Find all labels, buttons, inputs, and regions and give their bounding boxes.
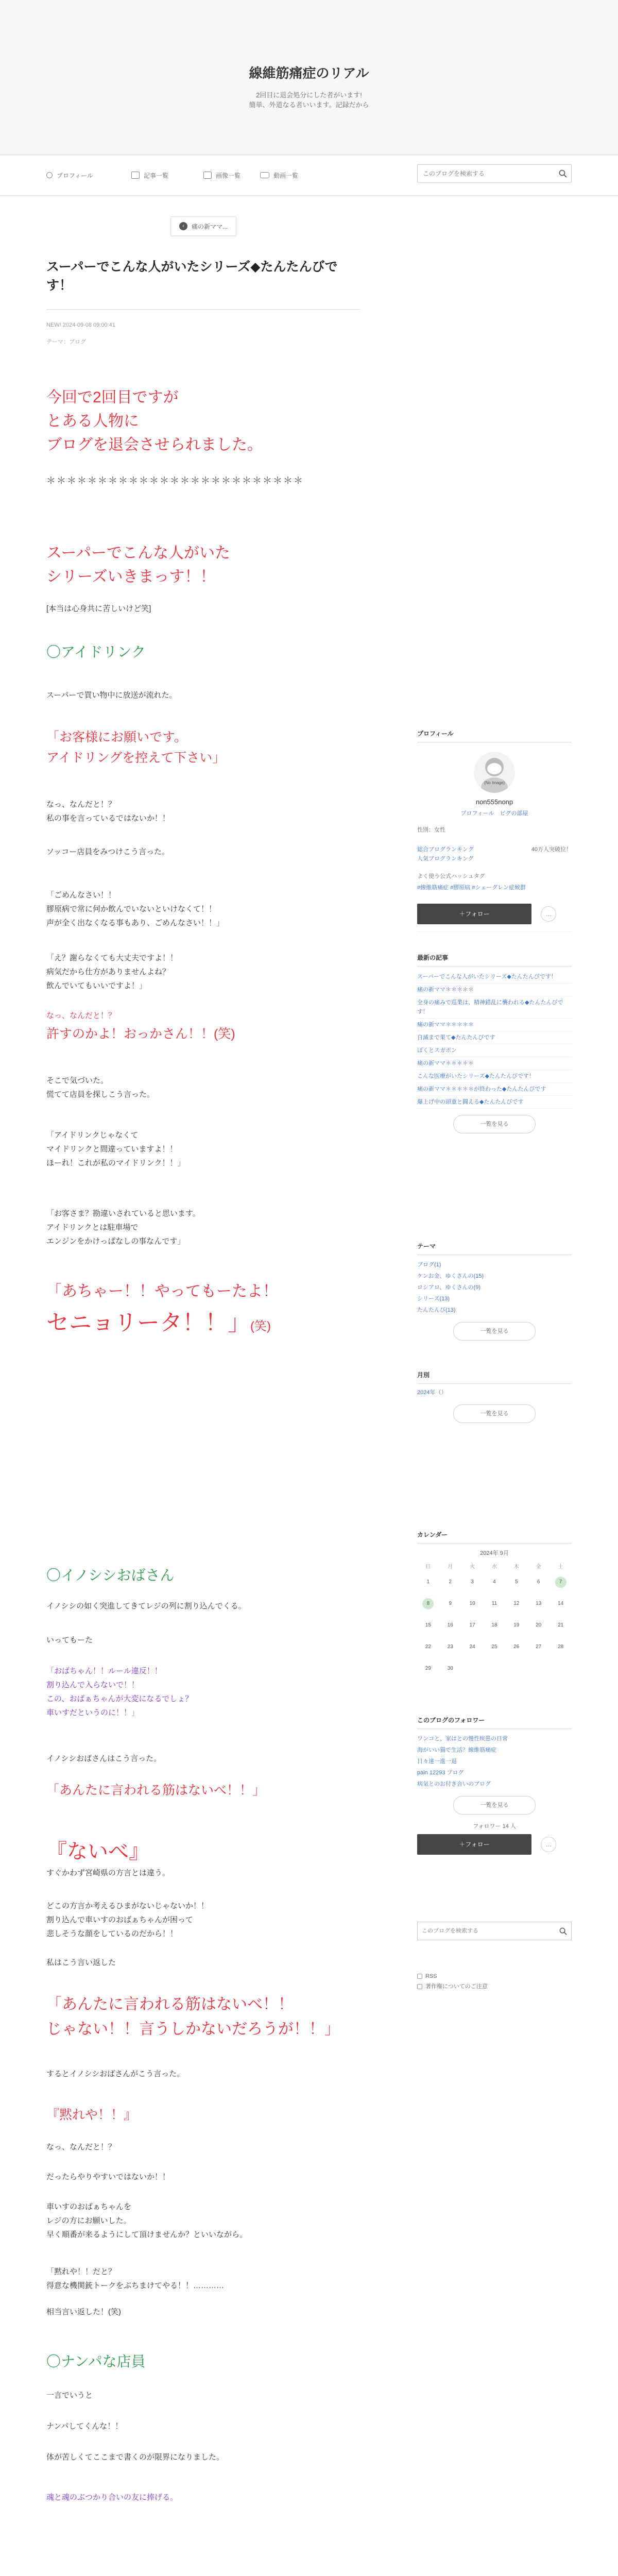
weekday: 木 — [513, 1564, 519, 1570]
weekday: 金 — [536, 1564, 541, 1570]
search-input[interactable] — [418, 165, 546, 182]
calendar-day — [484, 1615, 506, 1636]
nav-images[interactable] — [203, 170, 241, 181]
nav-videos[interactable] — [260, 170, 298, 181]
recent-list — [417, 971, 572, 1109]
calendar-day — [484, 1571, 506, 1593]
paragraph: スーパーで買い物中に放送が流れた。 — [46, 691, 177, 700]
divider-stars: ＊＊＊＊＊＊＊＊＊＊＊＊＊＊＊＊＊＊＊＊＊＊＊＊＊ — [46, 476, 304, 486]
follow-button[interactable]: ＋フォロー — [417, 904, 531, 924]
recent-item[interactable]: 自滅まで果て◆たんたんびです — [417, 1031, 572, 1044]
paragraph: どこの方言か考えるひまがないじゃないか！！ 割り込んで車いすのおばぁちゃんが困って 悲しそうな顔をしているのだから！！ — [46, 1902, 209, 1938]
recent-item[interactable]: 痛の新ママ＊＊＊＊＊ — [417, 984, 572, 996]
day-number: 13 — [536, 1601, 542, 1606]
calendar-day — [417, 1636, 439, 1658]
sidebar-profile — [417, 729, 572, 932]
sidebar-heading: 月別 — [417, 1370, 572, 1384]
weekday: 月 — [448, 1564, 453, 1570]
site-title[interactable]: 線維筋痛症のリアル — [249, 65, 369, 81]
day-number-posted[interactable]: 7 — [555, 1577, 566, 1588]
calendar-table — [417, 1560, 572, 1680]
calendar-day — [527, 1636, 550, 1658]
day-number: 20 — [536, 1622, 542, 1628]
image-icon — [203, 172, 212, 179]
archive-more-button[interactable]: 一覧を見る — [453, 1404, 536, 1423]
video-icon — [260, 172, 269, 178]
paragraph: 「え？謝らなくても大丈夫ですよ！！ 病気だから仕方がありませんよね？ 飲んでいてもいいですよ！」 — [46, 954, 178, 990]
paragraph-red: なっ、なんだと！？ — [46, 1011, 116, 1020]
section-heading-boar: 〇イノシシおばさん — [46, 1567, 175, 1583]
exclaim-line: 「あちゃー！！やってもーたよ！ — [46, 1283, 278, 1300]
sidebar-search-box — [417, 1922, 572, 1940]
weekday: 火 — [470, 1564, 475, 1570]
retort-line: 「あんたに言われる筋はないべ！！ — [46, 1996, 294, 2013]
paragraph: するとイノシシおばさんがこう言った。 — [46, 2070, 185, 2078]
profile-gender: 性別：女性 — [417, 827, 445, 833]
nav-label: プロフィール — [57, 172, 93, 179]
paragraph: 「ごめんなさい！！ 膠原病で常に何か飲んでいないといけなくて！！ 声が全く出なくなる事もあり、ごめんなさい！！」 — [46, 891, 225, 927]
title-divider — [46, 309, 360, 310]
calendar-row — [417, 1571, 572, 1593]
follower-item[interactable]: 海がいい猫で生活？線維筋痛症 — [417, 1747, 496, 1753]
calendar-day — [505, 1615, 527, 1636]
follower-item[interactable]: 病気とのお付き合いのブログ — [417, 1781, 491, 1787]
copyright-label: 著作権についてのご注意 — [425, 1984, 488, 1990]
calendar-day — [439, 1658, 461, 1680]
section-heading-idling: 〇アイドリンク — [46, 644, 146, 660]
recent-item[interactable]: こんな医療がいたシリーズ◆たんたんびです！ — [417, 1070, 572, 1083]
day-number: 24 — [469, 1644, 475, 1650]
day-number: 16 — [447, 1622, 453, 1628]
day-number: 9 — [449, 1601, 452, 1606]
person-icon — [46, 172, 53, 178]
follow-button[interactable]: ＋フォロー — [417, 1834, 531, 1855]
nav-label: 記事一覧 — [144, 172, 169, 179]
sidebar-recent — [417, 953, 572, 1133]
calendar-day — [461, 1571, 484, 1593]
paragraph: すぐかわず宮崎県の方言とは違う。 — [46, 1869, 170, 1877]
day-number: 18 — [491, 1622, 497, 1628]
theme-list — [417, 1259, 572, 1316]
intro-line: とある人物に — [46, 413, 139, 430]
day-number: 17 — [469, 1622, 475, 1628]
day-number: 2 — [449, 1579, 452, 1585]
paragraph: 一言でいうと — [46, 2391, 93, 2400]
rss-label: RSS — [425, 1973, 437, 1979]
recent-item[interactable]: ぼくとスガポン — [417, 1044, 572, 1057]
calendar-day — [484, 1636, 506, 1658]
calendar-day — [505, 1636, 527, 1658]
follow-row — [417, 904, 572, 932]
calendar-day — [461, 1636, 484, 1658]
breadcrumb-label: 痛の新ママ... — [191, 223, 228, 230]
ranking — [417, 845, 572, 866]
search-icon[interactable] — [559, 170, 567, 178]
feed-links — [417, 1971, 572, 1992]
calendar-week-row — [417, 1560, 572, 1571]
weekday: 日 — [425, 1564, 431, 1570]
profile-links[interactable]: プロフィール ピグの部屋 — [460, 810, 528, 817]
calendar-day — [505, 1658, 527, 1680]
theme-item[interactable]: ブログ(1) — [417, 1262, 441, 1268]
article — [46, 258, 360, 2502]
sidebar-calendar — [417, 1530, 572, 1680]
paragraph: 「お客さま？勘違いされていると思います。 アイドリンクとは駐車場で エンジンをかけっぱなしの事なんです」 — [46, 1209, 200, 1246]
breadcrumb — [46, 216, 360, 236]
nav-label: 動画一覧 — [273, 172, 299, 179]
day-number: 30 — [447, 1666, 453, 1671]
paragraph: 私はこう言い返した — [46, 1958, 116, 1967]
note-text: [本当は心身共に苦しいけど笑] — [46, 604, 151, 613]
official-hashtags[interactable]: #線維筋痛症 #膠原病 #シェーグレン症候群 — [417, 885, 526, 891]
chevron-left-icon: ‹ — [179, 222, 187, 230]
calendar-day — [439, 1571, 461, 1593]
calendar-day — [527, 1615, 550, 1636]
calendar-day — [484, 1658, 506, 1680]
nav-profile[interactable] — [46, 170, 93, 181]
calendar-day — [417, 1571, 439, 1593]
exclaim-big: セニョリータ！！」 — [46, 1310, 250, 1335]
sidebar-heading: プロフィール — [417, 729, 572, 742]
sidebar-heading: このブログのフォロワー — [417, 1716, 572, 1729]
official-hashtag-label: よく使う公式ハッシュタグ — [417, 873, 485, 879]
calendar-day — [439, 1593, 461, 1615]
calendar-day — [461, 1615, 484, 1636]
nav-label: 画像一覧 — [216, 172, 241, 179]
paragraph: イノシシの如く突進してきてレジの列に割り込んでくる。 — [46, 1602, 246, 1611]
paragraph: 体が苦しくてここまで書くのが限界になりました。 — [46, 2453, 225, 2462]
recent-more-button[interactable]: 一覧を見る — [453, 1115, 536, 1133]
calendar-day — [461, 1658, 484, 1680]
paragraph: いってもーた — [46, 1636, 93, 1645]
paragraph: ナンパしてくんな！！ — [46, 2422, 123, 2431]
entry-theme[interactable]: テーマ：ブログ — [46, 339, 86, 345]
calendar-month: 2024年 9月 — [480, 1550, 509, 1556]
weekday: 水 — [491, 1564, 497, 1570]
quote-red: 「あんたに言われる筋はないべ！！」 — [46, 1783, 266, 1798]
paragraph: そこで気づいた。 慌てて店員を探しこう言った。 — [46, 1076, 155, 1099]
recent-item[interactable]: 痛の新ママ＊＊＊＊＊ — [417, 1019, 572, 1031]
paragraph: 車いすのおばぁちゃんを レジの方にお願いした。 早く順番が来るようにして頂けませんか？といいながら。 — [46, 2202, 248, 2239]
calendar-day — [550, 1658, 572, 1680]
theme-item[interactable]: シリーズ(13) — [417, 1296, 450, 1302]
exclaim-laugh: (笑) — [250, 1319, 271, 1333]
theme-more-button[interactable]: 一覧を見る — [453, 1322, 536, 1341]
more-options-button[interactable]: … — [541, 1837, 556, 1852]
follower-count: フォロワー 14 人 — [473, 1823, 516, 1829]
rss-icon — [417, 1974, 422, 1979]
paragraph: ソッコー店員をみつけこう言った。 — [46, 848, 169, 856]
exclaim-row — [46, 1309, 304, 1337]
avatar[interactable] — [417, 752, 572, 793]
avatar-image — [474, 752, 515, 793]
rss-link[interactable] — [417, 1971, 572, 1981]
follower-more-button[interactable]: 一覧を見る — [453, 1796, 536, 1815]
day-number: 25 — [491, 1644, 497, 1650]
section-heading-nampa: 〇ナンパな店員 — [46, 2353, 146, 2369]
sidebar-heading: 最新の記事 — [417, 953, 572, 967]
calendar-row — [417, 1636, 572, 1658]
day-number: 23 — [447, 1644, 453, 1650]
entry-date: NEW! 2024-09-08 09:00:41 — [46, 322, 115, 328]
series-line: シリーズいきまっす！！ — [46, 568, 216, 585]
day-number: 1 — [426, 1579, 430, 1585]
calendar-row — [417, 1615, 572, 1636]
announce-line: 「お客様にお願いです。 — [46, 730, 187, 744]
day-number: 10 — [469, 1601, 475, 1606]
paragraph-big-red: 許すのかよ！おっかさん！！(笑) — [46, 1027, 235, 1041]
follow-row-2 — [417, 1834, 572, 1855]
day-number: 29 — [425, 1666, 431, 1671]
sidebar-heading: テーマ — [417, 1242, 572, 1255]
more-options-button[interactable]: … — [541, 906, 556, 922]
site-description — [0, 90, 618, 110]
calendar-day — [484, 1593, 506, 1615]
retort-line: じゃない！！言うしかないだろうが！！」 — [46, 2021, 340, 2038]
avatar-label: (No Image) — [484, 781, 505, 785]
weekday: 土 — [558, 1564, 563, 1570]
theme-item[interactable]: ロシアロ、ゆくさんの(9) — [417, 1284, 481, 1291]
user-name[interactable]: non555nonp — [475, 798, 513, 806]
archive-item[interactable]: 2024年（） — [417, 1389, 447, 1396]
day-number: 21 — [557, 1622, 564, 1628]
calendar-day — [505, 1571, 527, 1593]
day-number: 5 — [515, 1579, 518, 1585]
calendar-day — [417, 1615, 439, 1636]
day-number-posted[interactable]: 8 — [422, 1598, 434, 1609]
recent-item[interactable]: 痛の新ママ＊＊＊＊＊が終わった◆たんたんびです — [417, 1083, 572, 1096]
calendar-day — [417, 1658, 439, 1680]
recent-item[interactable]: 痛の新ママ＊＊＊＊＊ — [417, 1057, 572, 1070]
day-number: 12 — [513, 1601, 520, 1606]
site-description-line: 簡単、外道なる者いいます。記録だから — [249, 101, 369, 109]
sidebar-theme — [417, 1242, 572, 1341]
intro-line: 今回で2回目ですが — [46, 389, 179, 406]
day-number: 28 — [557, 1644, 564, 1650]
day-number: 11 — [491, 1601, 497, 1606]
calendar-day — [550, 1636, 572, 1658]
follower-item[interactable]: pain 12293 ブログ — [417, 1770, 464, 1776]
day-number: 3 — [471, 1579, 474, 1585]
calendar-day[interactable] — [417, 1593, 439, 1615]
day-number: 19 — [513, 1622, 520, 1628]
calendar-day — [527, 1593, 550, 1615]
paragraph: 相当言い返した！(笑) — [46, 2308, 121, 2316]
calendar-row — [417, 1658, 572, 1680]
follower-item[interactable]: ワンコと、家はとの慢性疾患の日常 — [417, 1736, 508, 1742]
calendar-day — [439, 1636, 461, 1658]
day-number: 6 — [537, 1579, 540, 1585]
calendar-day — [550, 1593, 572, 1615]
entry-title[interactable]: スーパーでこんな人がいたシリーズ◆たんたんびです！ — [46, 260, 338, 293]
calendar-day — [527, 1658, 550, 1680]
paragraph: 「アイドリンクじゃなくて マイドリンクと間違っていますよ！！ ほーれ！これが私のマイドリンク！！」 — [46, 1131, 185, 1167]
follower-list — [417, 1733, 572, 1790]
day-number: 14 — [557, 1601, 564, 1606]
naibe-big — [46, 1838, 376, 1865]
sidebar-followers — [417, 1716, 572, 1855]
recent-item[interactable]: 全身の痛みで巡業は、精神錯乱に襲われる◆たんたんびです！ — [417, 996, 572, 1019]
day-number: 22 — [425, 1644, 431, 1650]
day-number: 4 — [493, 1579, 496, 1585]
sidebar-heading: カレンダー — [417, 1530, 572, 1544]
calendar-day — [550, 1615, 572, 1636]
recent-item[interactable]: スーパーでこんな人がいたシリーズ◆たんたんびです！ — [417, 971, 572, 984]
follower-item[interactable]: 日々達一進一退 — [417, 1758, 457, 1765]
paragraph: なっ、なんだと！？ — [46, 2143, 116, 2151]
naibe-text: 『ないべ』 — [46, 1840, 149, 1863]
search-box — [417, 164, 572, 183]
paragraph: イノシシおばさんはこう言った。 — [46, 1754, 162, 1763]
ranking-sub[interactable]: 人気ブログランキング — [417, 856, 474, 862]
calendar-day — [461, 1593, 484, 1615]
series-line: スーパーでこんな人がいた — [46, 545, 230, 562]
day-number: 27 — [536, 1644, 542, 1650]
calendar-row — [417, 1593, 572, 1615]
copyright-link[interactable] — [417, 1981, 572, 1992]
info-icon — [417, 1984, 422, 1989]
prev-article-link[interactable] — [170, 216, 236, 236]
sidebar-search — [417, 1922, 572, 1992]
paragraph-purple: 「おばちゃん！！ルール違反！！ 割り込んで入らないで！！ この、おばぁちゃんが大変になるでしょ？ 車いすだというのに！！」 — [46, 1667, 193, 1717]
ranking-label[interactable]: 総合ブログランキング — [417, 846, 474, 853]
intro-line: ブログを退会させられました。 — [46, 436, 263, 453]
day-number: 26 — [513, 1644, 520, 1650]
theme-item[interactable]: たんたんび(13) — [417, 1307, 456, 1313]
global-nav — [0, 155, 618, 196]
calendar-day — [439, 1615, 461, 1636]
calendar-day — [527, 1571, 550, 1593]
ranking-value: 40万人突破位！ — [531, 846, 572, 853]
sidebar-search-input[interactable] — [418, 1922, 552, 1940]
document-icon — [131, 172, 140, 179]
avatar-face — [485, 758, 504, 776]
paragraph: だったらやりやすいではないか！！ — [46, 2173, 170, 2181]
day-number: 15 — [425, 1622, 431, 1628]
site-header — [0, 0, 618, 155]
paragraph: なっ、なんだと！？ 私の事を言っているではないか！！ — [46, 800, 170, 823]
announce-line: アイドリングを控えて下さい」 — [46, 751, 226, 765]
site-description-line: 2回目に退会処分にした者がいます! — [256, 91, 362, 99]
search-icon[interactable] — [559, 1927, 567, 1935]
theme-item[interactable]: ケンお金、ゆくさんの(15) — [417, 1273, 484, 1279]
nav-articles[interactable] — [131, 170, 168, 181]
avatar-body — [481, 777, 508, 793]
paragraph: 「黙れや！！だと？ 得意な機関銃トークをぶちまけてやる！！………… — [46, 2267, 225, 2290]
sidebar-archive — [417, 1370, 572, 1423]
recent-item[interactable]: 爆上げ中の頭重と闘える◆たんたんびです — [417, 1096, 572, 1109]
paragraph-purple: 魂と魂のぶつかり合いの友に捧げる。 — [46, 2493, 178, 2502]
calendar-day — [505, 1593, 527, 1615]
calendar-day[interactable] — [550, 1571, 572, 1593]
quote-red: 『黙れや！！』 — [46, 2108, 137, 2122]
